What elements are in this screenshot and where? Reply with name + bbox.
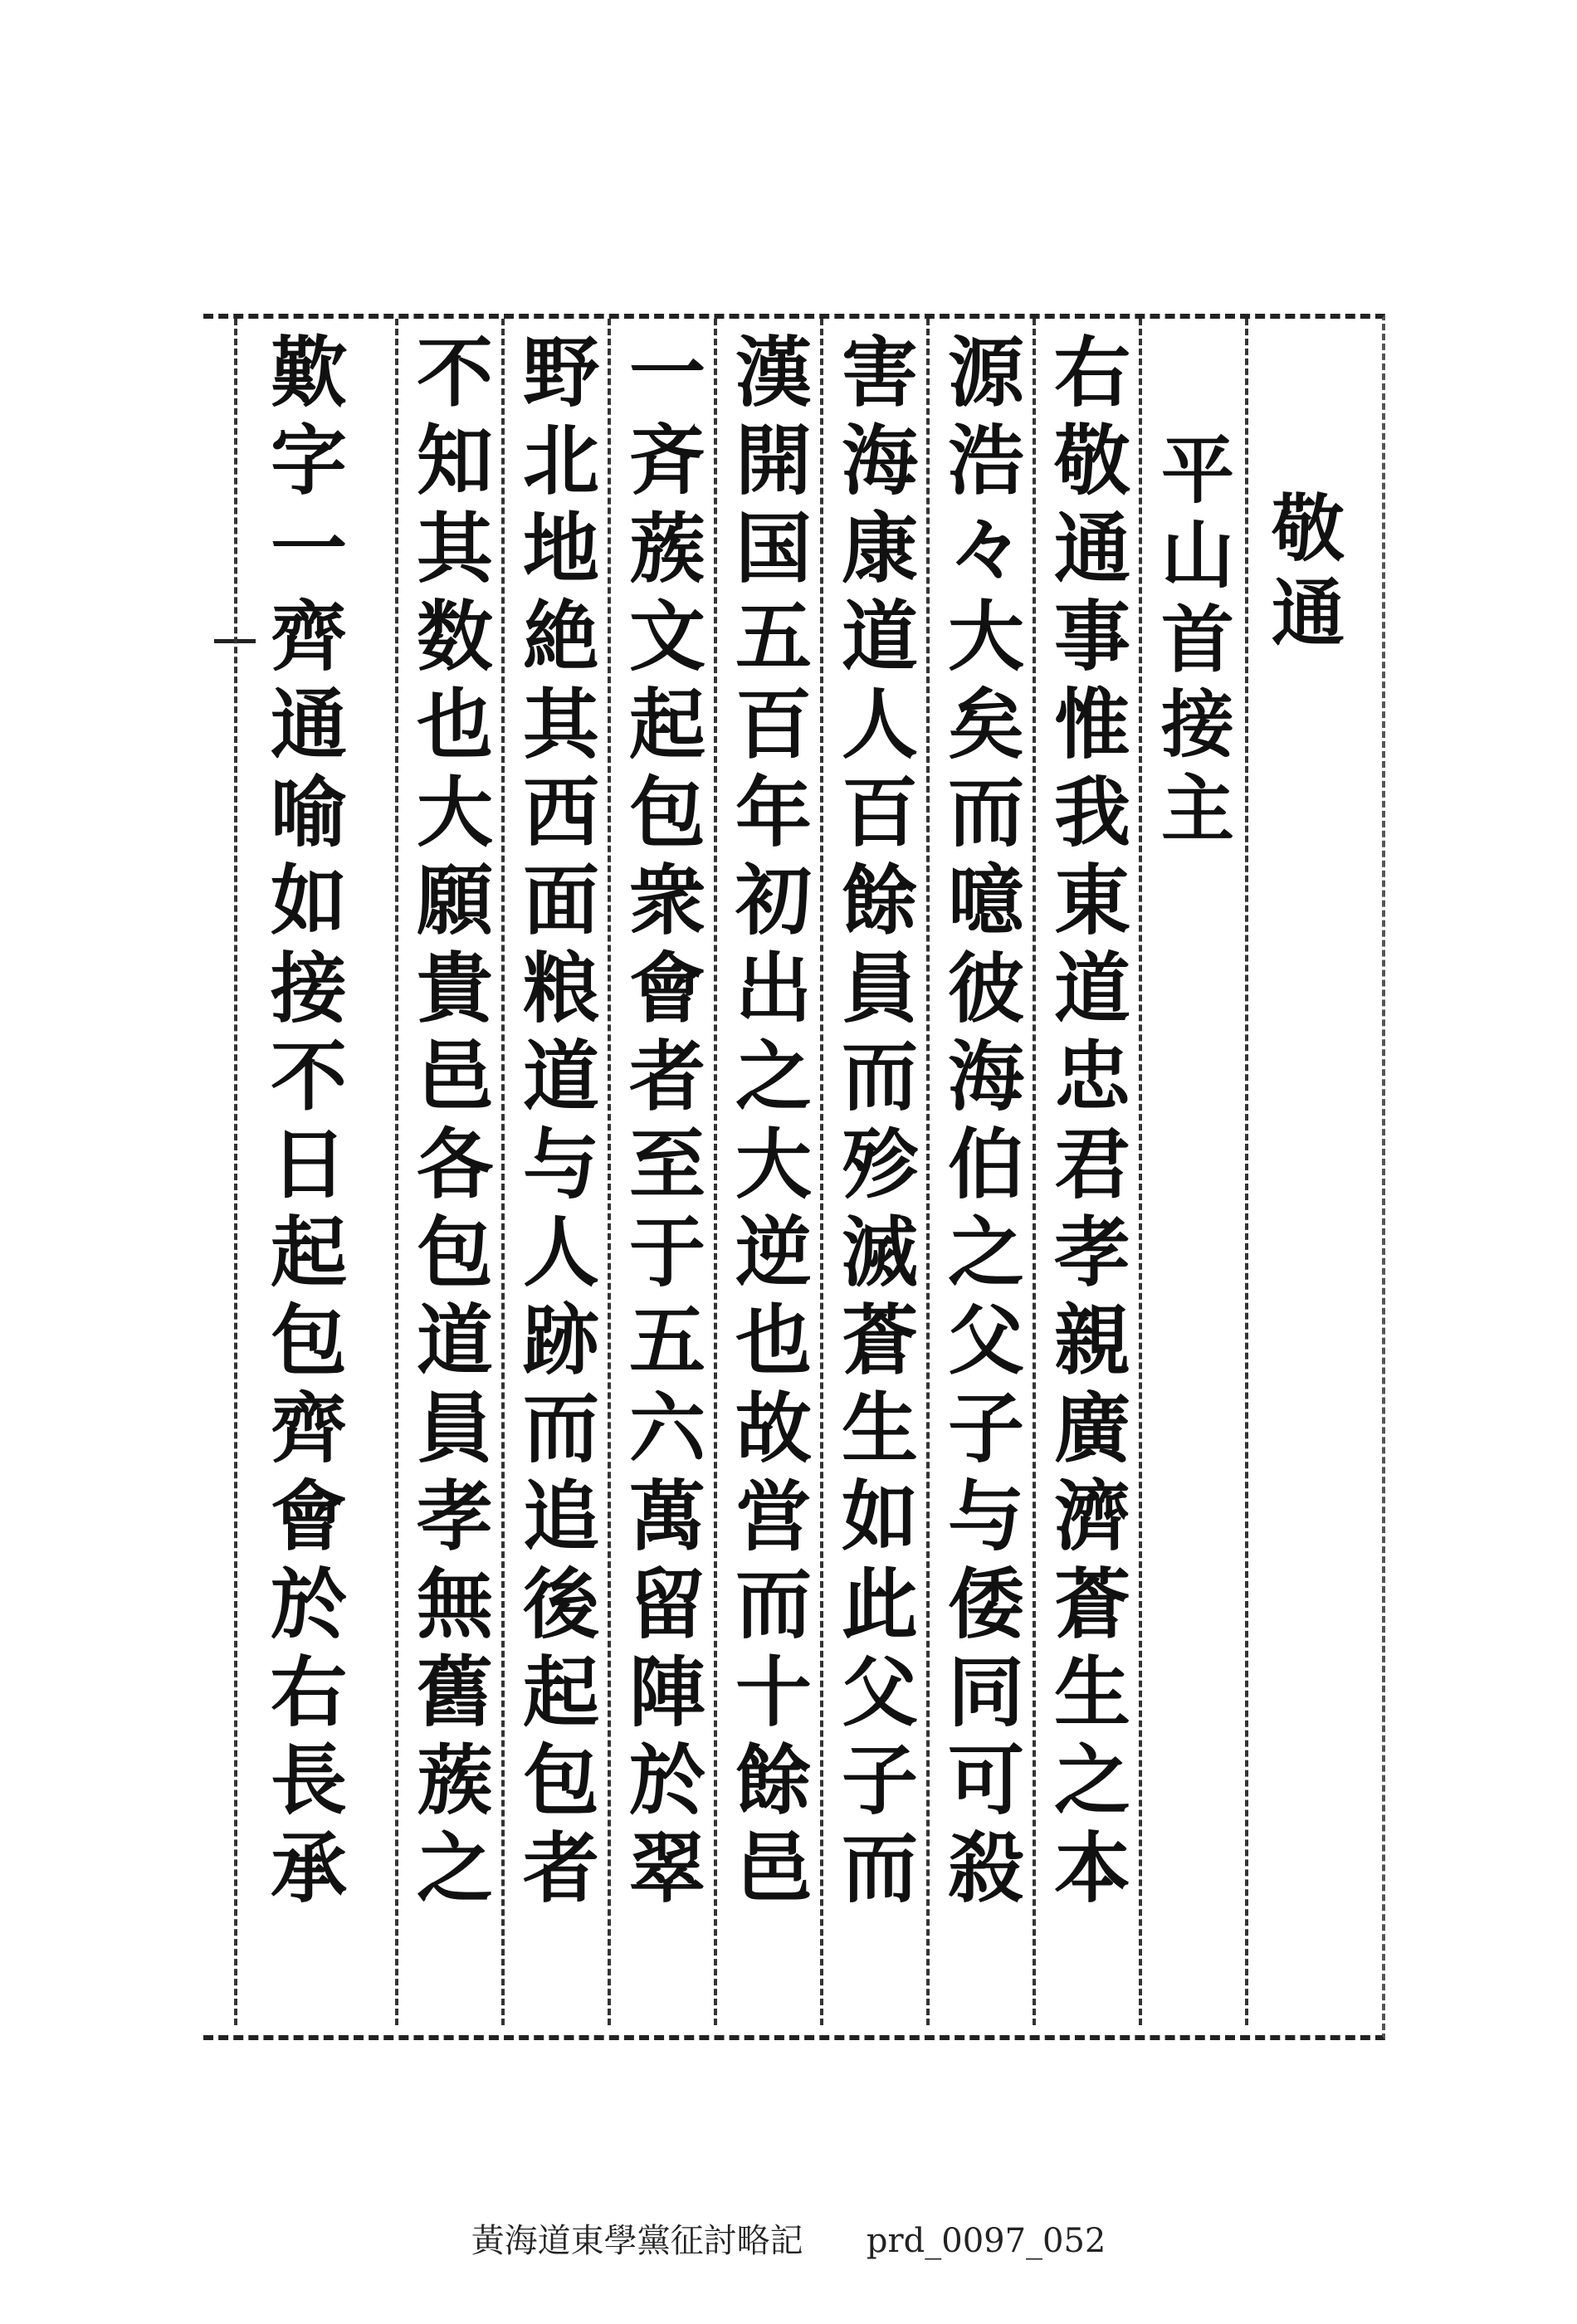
page-footer (0, 2214, 1577, 2262)
footer-title: 黃海道東學黨征討略記 (471, 2222, 803, 2260)
text-column-1: 右敬通事惟我東道忠君孝親廣濟蒼生之本 (1042, 332, 1131, 1916)
document-heading: 敬通 (1260, 490, 1346, 659)
text-column-2: 源浩々大矣而噫彼海伯之父子与倭同可殺 (935, 332, 1025, 1916)
text-column-6: 野北地絶其西面粮道与人跡而追後起包者 (510, 332, 600, 1916)
text-column-4: 漢開国五百年初出之大逆也故営而十餘邑 (723, 332, 813, 1916)
text-column-7: 不知其数也大願貴邑各包道員孝無舊蔟之 (404, 332, 494, 1916)
column-divider (234, 319, 237, 2025)
document-subheading: 平山首接主 (1150, 432, 1236, 855)
text-column-8: 歎字一齊通喻如接不日起包齊會於右長承 (258, 332, 348, 1916)
footer-code: prd_0097_052 (866, 2222, 1106, 2260)
text-column-3: 害海康道人百餘員而殄滅蒼生如此父子而 (829, 332, 919, 1916)
text-column-5: 一斉蔟文起包衆會者至于五六萬留陣於翠 (617, 332, 706, 1916)
